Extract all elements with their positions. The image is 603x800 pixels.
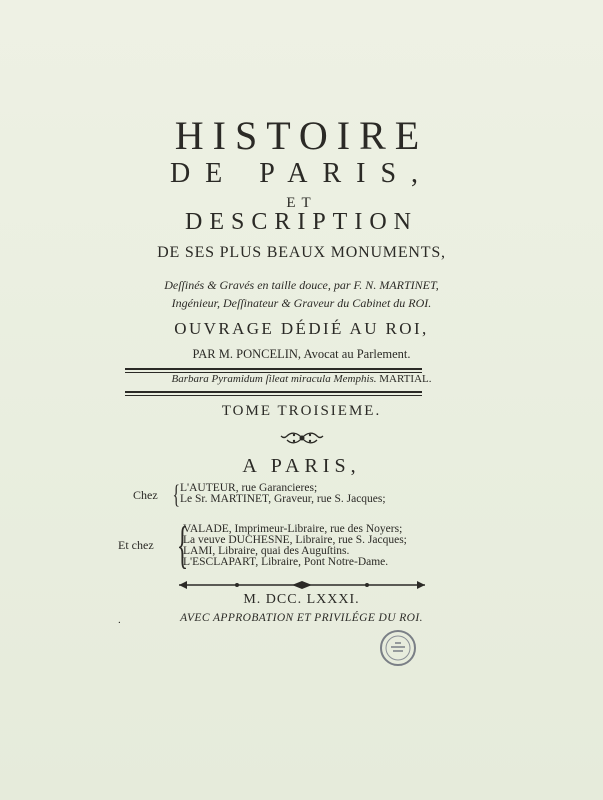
year-of-publication: M. DCC. LXXXI.	[243, 592, 360, 607]
sellers-list-1	[180, 483, 386, 505]
credits-line-2: Ingénieur, Deſſinateur & Graveur du Cabinet du ROI.	[171, 296, 432, 310]
seller-line: Le Sr. MARTINET, Graveur, rue S. Jacques;	[180, 493, 386, 505]
seller-line: LAMI, Libraire, quai des Auguſtins.	[183, 545, 350, 557]
motto-text: Barbara Pyramidum ſileat miracula Memphis.	[171, 373, 377, 385]
seller-line: L'ESCLAPART, Libraire, Pont Notre-Dame.	[183, 556, 389, 568]
author-line: PAR M. PONCELIN, Avocat au Parlement.	[192, 347, 411, 361]
motto	[0, 373, 603, 385]
title-line-et: ET	[286, 195, 317, 211]
motto-source: MARTIAL.	[379, 373, 432, 385]
title-line-de-paris: DE PARIS,	[169, 158, 434, 189]
privilege-line: AVEC APPROBATION ET PRIVILÉGE DU ROI.	[180, 612, 423, 624]
title-line-description: DESCRIPTION	[184, 209, 418, 235]
brace-chez: {	[172, 480, 180, 509]
seller-line: La veuve DUCHESNE, Libraire, rue S. Jacques;	[183, 534, 407, 546]
sellers-label-et-chez: Et chez	[118, 538, 154, 552]
sellers-list-2	[183, 524, 407, 568]
fleuron-ornament	[0, 430, 603, 451]
stray-mark: .	[118, 614, 121, 626]
rule-bottom	[125, 391, 422, 396]
credits-line-1: Deſſinés & Gravés en taille douce, par F. N. MARTINET,	[164, 278, 439, 292]
seller-line: L'AUTEUR, rue Garancieres;	[180, 482, 318, 494]
dedication: OUVRAGE DÉDIÉ AU ROI,	[174, 319, 429, 338]
city-imprint: A PARIS,	[242, 455, 361, 477]
title-line-monuments: DE SES PLUS BEAUX MONUMENTS,	[157, 244, 446, 261]
volume-label: TOME TROISIEME.	[221, 403, 382, 419]
title-line-histoire: HISTOIRE	[174, 113, 429, 158]
seller-line: VALADE, Imprimeur-Libraire, rue des Noyers;	[183, 523, 403, 535]
library-stamp-icon	[379, 629, 417, 667]
brace-et-chez: {	[176, 517, 189, 574]
sellers-label-chez: Chez	[133, 488, 158, 502]
